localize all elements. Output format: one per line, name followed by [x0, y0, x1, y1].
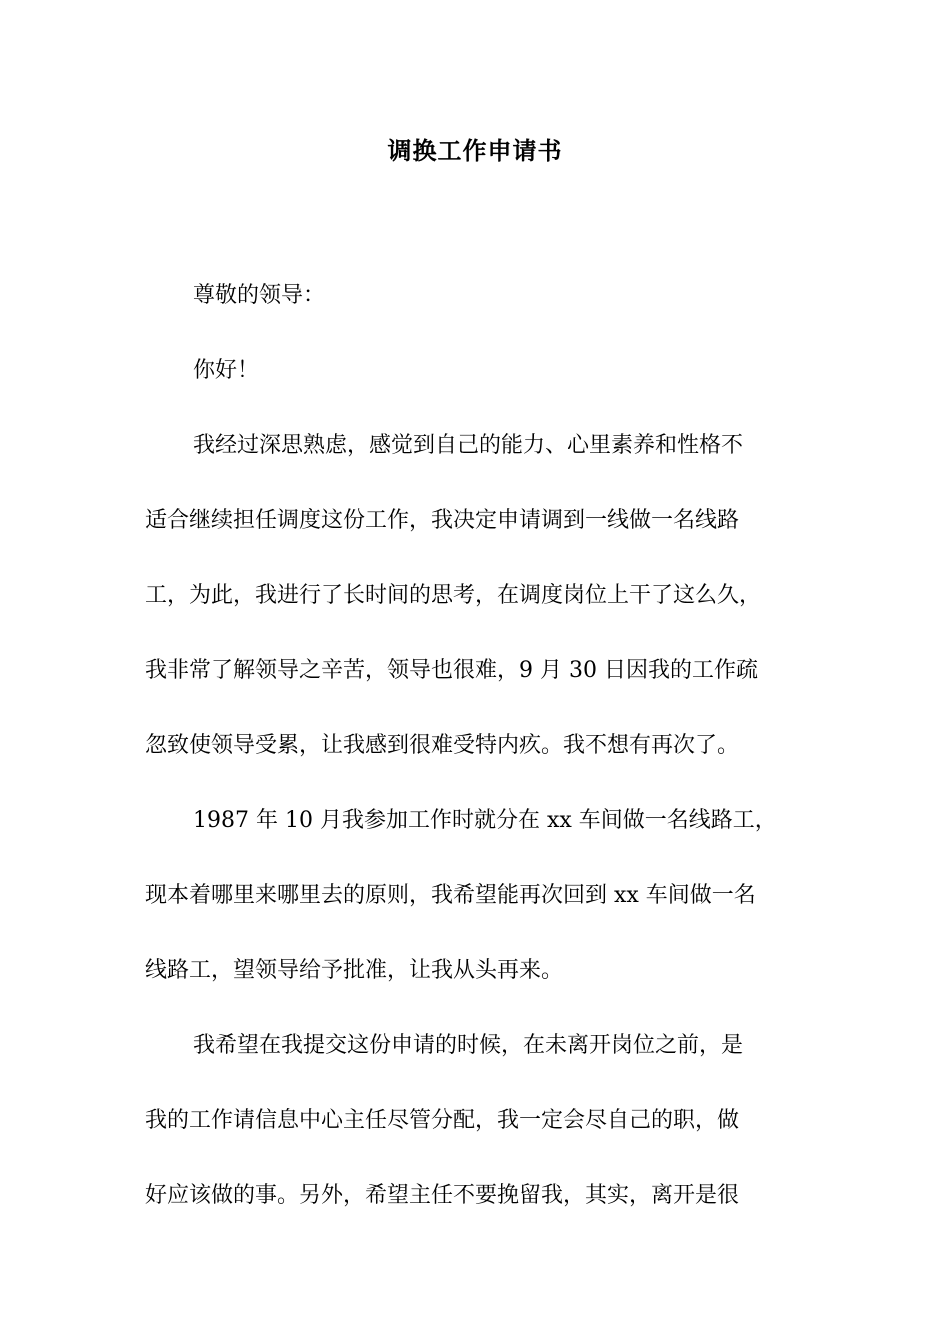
- greeting: 你好！: [193, 358, 260, 383]
- paragraph-3-line-1: 我希望在我提交这份申请的时候，在未离开岗位之前，是: [193, 1033, 744, 1058]
- paragraph-1-line-5: 忽致使领导受累，让我感到很难受特内疚。我不想有再次了。: [145, 733, 740, 758]
- document-body: [145, 258, 810, 1233]
- paragraph-1-line-2: 适合继续担任调度这份工作，我决定申请调到一线做一名线路: [145, 508, 740, 533]
- paragraph-1-line-4: 我非常了解领导之辛苦，领导也很难，9 月 30 日因我的工作疏: [145, 658, 758, 683]
- salutation: 尊敬的领导：: [193, 283, 326, 308]
- paragraph-1-line-3: 工，为此，我进行了长时间的思考，在调度岗位上干了这么久，: [145, 583, 762, 608]
- paragraph-2-line-1: 1987 年 10 月我参加工作时就分在 xx 车间做一名线路工，: [193, 808, 777, 833]
- paragraph-2-line-3: 线路工，望领导给予批准，让我从头再来。: [145, 958, 564, 983]
- paragraph-3-line-2: 我的工作请信息中心主任尽管分配，我一定会尽自己的职，做: [145, 1108, 740, 1133]
- paragraph-2-line-2: 现本着哪里来哪里去的原则，我希望能再次回到 xx 车间做一名: [145, 883, 756, 908]
- document-title: 调换工作申请书: [387, 136, 563, 165]
- paragraph-3-line-3: 好应该做的事。另外，希望主任不要挽留我，其实，离开是很: [145, 1183, 740, 1208]
- paragraph-1-line-1: 我经过深思熟虑，感觉到自己的能力、心里素养和性格不: [193, 433, 744, 458]
